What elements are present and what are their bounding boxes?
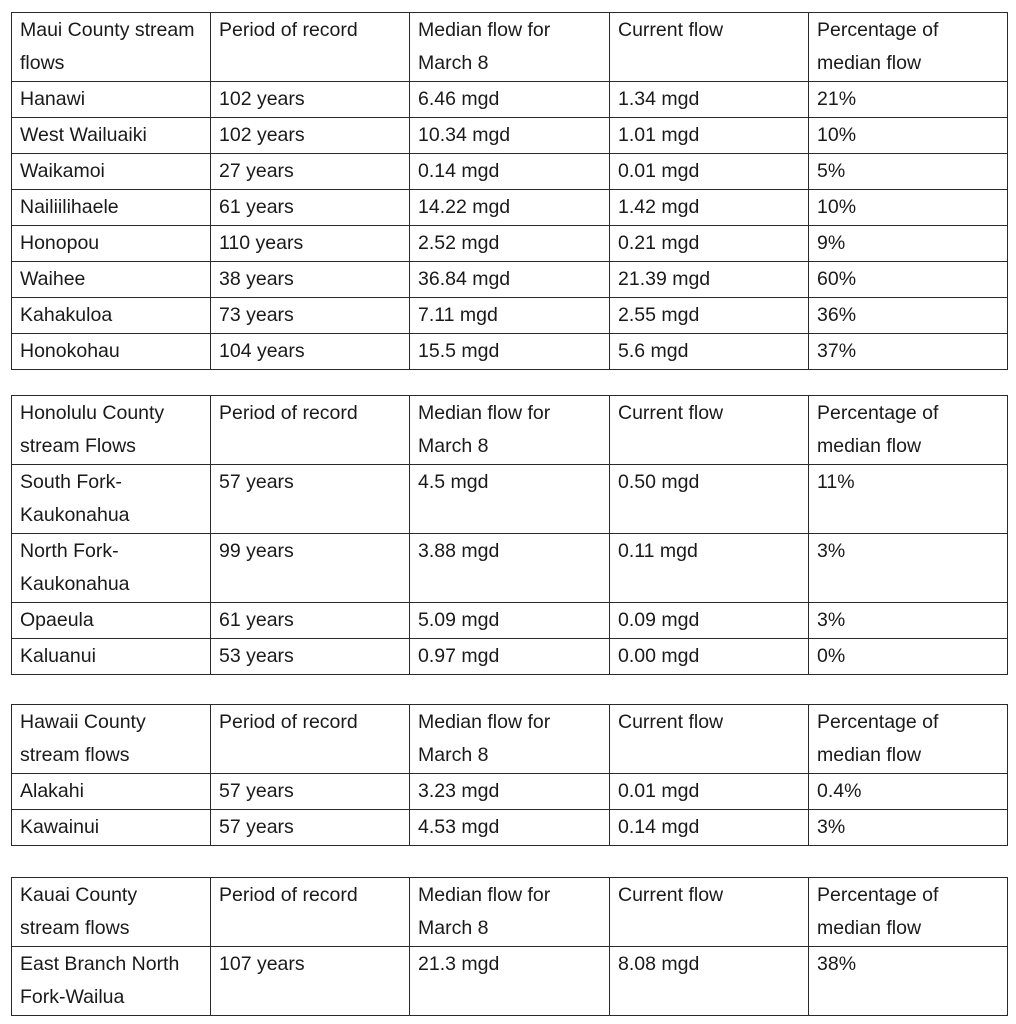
column-header-median: Median flow for March 8 [410,878,610,947]
current-flow: 0.11 mgd [610,534,809,603]
median-flow: 36.84 mgd [410,262,610,298]
table-row [12,810,1008,846]
period-of-record: 102 years [211,82,410,118]
median-flow: 4.5 mgd [410,465,610,534]
table-row [12,226,1008,262]
stream-name: East Branch North Fork-Wailua [12,947,211,1016]
column-header-percent: Percentage of median flow [809,13,1008,82]
column-header-current: Current flow [610,13,809,82]
period-of-record: 27 years [211,154,410,190]
column-header-median: Median flow for March 8 [410,705,610,774]
period-of-record: 99 years [211,534,410,603]
stream-name: Kahakuloa [12,298,211,334]
median-flow: 15.5 mgd [410,334,610,370]
current-flow: 2.55 mgd [610,298,809,334]
table-row [12,154,1008,190]
table-title: Kauai County stream flows [12,878,211,947]
period-of-record: 110 years [211,226,410,262]
table-header-row [12,878,1008,947]
percent-of-median: 11% [809,465,1008,534]
current-flow: 0.50 mgd [610,465,809,534]
table-row [12,334,1008,370]
current-flow: 1.01 mgd [610,118,809,154]
stream-name: South Fork-Kaukonahua [12,465,211,534]
column-header-current: Current flow [610,705,809,774]
percent-of-median: 38% [809,947,1008,1016]
current-flow: 0.01 mgd [610,774,809,810]
percent-of-median: 10% [809,190,1008,226]
kauai-county-table [11,877,1008,1016]
median-flow: 10.34 mgd [410,118,610,154]
table-row [12,298,1008,334]
stream-name: West Wailuaiki [12,118,211,154]
current-flow: 0.14 mgd [610,810,809,846]
table-row [12,262,1008,298]
current-flow: 1.34 mgd [610,82,809,118]
table-row [12,534,1008,603]
stream-name: Alakahi [12,774,211,810]
table-title: Maui County stream flows [12,13,211,82]
median-flow: 21.3 mgd [410,947,610,1016]
column-header-period: Period of record [211,396,410,465]
current-flow: 8.08 mgd [610,947,809,1016]
period-of-record: 61 years [211,190,410,226]
current-flow: 1.42 mgd [610,190,809,226]
column-header-median: Median flow for March 8 [410,13,610,82]
table-row [12,947,1008,1016]
stream-name: Waikamoi [12,154,211,190]
stream-name: Hanawi [12,82,211,118]
table-row [12,639,1008,675]
percent-of-median: 21% [809,82,1008,118]
table-header-row [12,705,1008,774]
percent-of-median: 9% [809,226,1008,262]
period-of-record: 57 years [211,465,410,534]
column-header-percent: Percentage of median flow [809,878,1008,947]
period-of-record: 53 years [211,639,410,675]
current-flow: 5.6 mgd [610,334,809,370]
stream-name: Kaluanui [12,639,211,675]
table-row [12,465,1008,534]
percent-of-median: 5% [809,154,1008,190]
median-flow: 3.88 mgd [410,534,610,603]
table-title: Honolulu County stream Flows [12,396,211,465]
hawaii-county-table [11,704,1008,846]
column-header-period: Period of record [211,705,410,774]
percent-of-median: 37% [809,334,1008,370]
percent-of-median: 10% [809,118,1008,154]
median-flow: 0.97 mgd [410,639,610,675]
table-row [12,118,1008,154]
period-of-record: 73 years [211,298,410,334]
median-flow: 5.09 mgd [410,603,610,639]
percent-of-median: 0% [809,639,1008,675]
table-header-row [12,13,1008,82]
stream-name: Waihee [12,262,211,298]
current-flow: 0.00 mgd [610,639,809,675]
percent-of-median: 60% [809,262,1008,298]
current-flow: 0.09 mgd [610,603,809,639]
column-header-current: Current flow [610,878,809,947]
median-flow: 3.23 mgd [410,774,610,810]
table-header-row [12,396,1008,465]
period-of-record: 57 years [211,774,410,810]
period-of-record: 61 years [211,603,410,639]
percent-of-median: 0.4% [809,774,1008,810]
current-flow: 21.39 mgd [610,262,809,298]
percent-of-median: 3% [809,810,1008,846]
table-row [12,82,1008,118]
median-flow: 0.14 mgd [410,154,610,190]
table-row [12,774,1008,810]
period-of-record: 102 years [211,118,410,154]
column-header-period: Period of record [211,878,410,947]
table-row [12,190,1008,226]
stream-name: North Fork-Kaukonahua [12,534,211,603]
table-title: Hawaii County stream flows [12,705,211,774]
column-header-percent: Percentage of median flow [809,396,1008,465]
honolulu-county-table [11,395,1008,675]
column-header-percent: Percentage of median flow [809,705,1008,774]
median-flow: 2.52 mgd [410,226,610,262]
period-of-record: 107 years [211,947,410,1016]
stream-name: Opaeula [12,603,211,639]
stream-name: Nailiilihaele [12,190,211,226]
maui-county-table [11,12,1008,370]
stream-name: Kawainui [12,810,211,846]
median-flow: 14.22 mgd [410,190,610,226]
table-row [12,603,1008,639]
current-flow: 0.21 mgd [610,226,809,262]
median-flow: 4.53 mgd [410,810,610,846]
stream-name: Honopou [12,226,211,262]
period-of-record: 104 years [211,334,410,370]
median-flow: 7.11 mgd [410,298,610,334]
percent-of-median: 36% [809,298,1008,334]
column-header-current: Current flow [610,396,809,465]
current-flow: 0.01 mgd [610,154,809,190]
percent-of-median: 3% [809,603,1008,639]
median-flow: 6.46 mgd [410,82,610,118]
percent-of-median: 3% [809,534,1008,603]
stream-name: Honokohau [12,334,211,370]
period-of-record: 38 years [211,262,410,298]
column-header-period: Period of record [211,13,410,82]
column-header-median: Median flow for March 8 [410,396,610,465]
period-of-record: 57 years [211,810,410,846]
